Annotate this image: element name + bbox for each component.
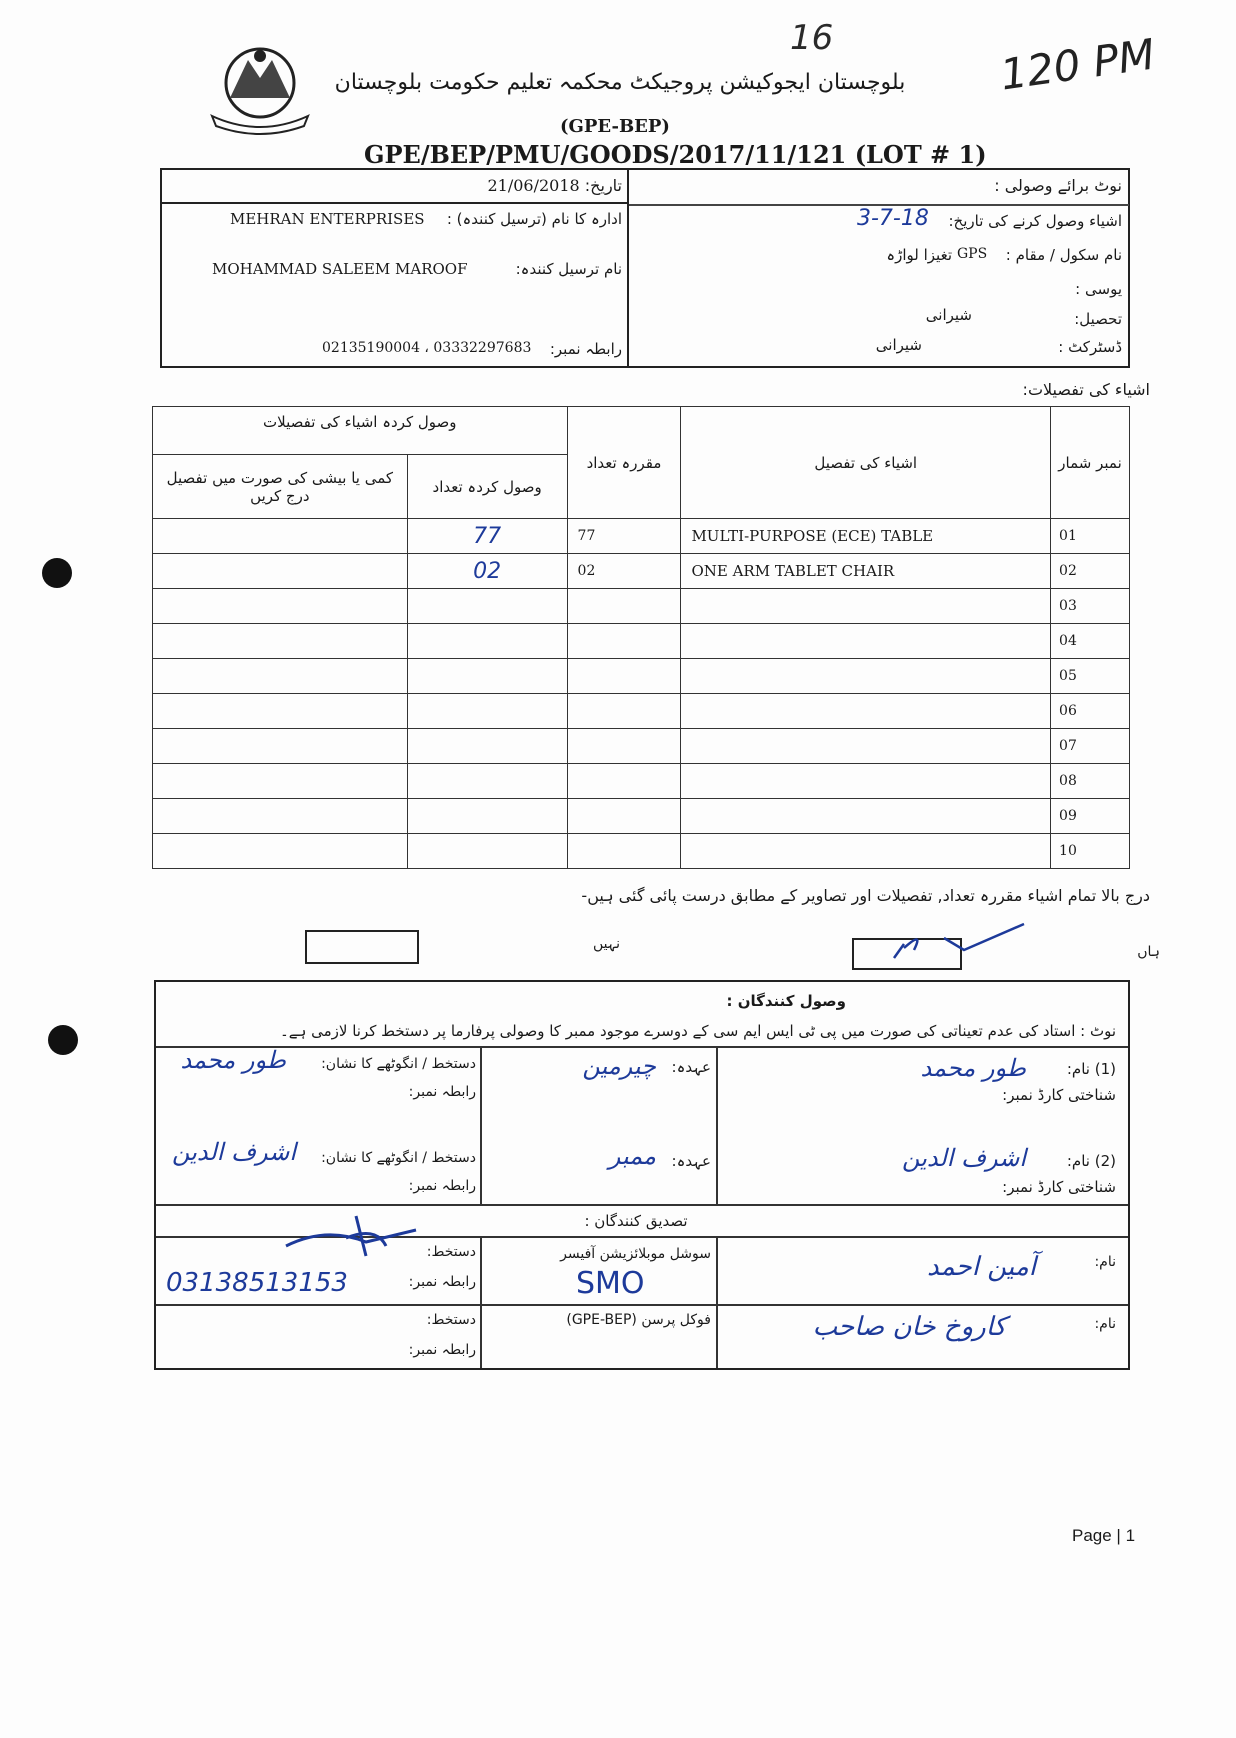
uc-label: یوسی : [1075, 280, 1122, 298]
remarks-cell [153, 834, 408, 869]
received-date-label: اشیاء وصول کرنے کی تاریخ: [948, 212, 1122, 230]
fixed-qty-cell [567, 834, 681, 869]
project-code: (GPE-BEP) [560, 116, 670, 137]
header-shortage-details: کمی یا بیشی کی صورت میں تفصیل درج کریں [153, 455, 408, 519]
post-label-1: عہدہ: [671, 1058, 711, 1076]
item-name-cell [681, 589, 1051, 624]
header-item-details: اشیاء کی تفصیل [681, 407, 1051, 519]
receivers-note: نوٹ : استاد کی عدم تعیناتی کی صورت میں پی ٹی ایس ایم سی کے دوسرے موجود ممبر کا وصولی پرفارما پر دستخط کرنا لازمی ہے۔ [279, 1022, 1116, 1040]
fixed-qty-cell [567, 764, 681, 799]
serial-no-cell: 06 [1051, 694, 1130, 729]
received-qty-cell: 77 [407, 519, 567, 554]
serial-no-cell: 05 [1051, 659, 1130, 694]
confirmation-statement: درج بالا تمام اشیاء مقررہ تعداد, تفصیلات اور تصاویر کے مطابق درست پائی گئی ہیں- [581, 886, 1150, 905]
sender-value: MOHAMMAD SALEEM MAROOF [212, 260, 468, 278]
smo-contact-label: رابطہ نمبر: [408, 1274, 476, 1290]
received-qty-cell [407, 694, 567, 729]
header-received-details: وصول کردہ اشیاء کی تفصیلات [153, 407, 568, 455]
received-qty-cell [407, 589, 567, 624]
item-name-cell [681, 764, 1051, 799]
name1-label: (1) نام: [1066, 1060, 1116, 1078]
urdu-department-title: بلوچستان ایجوکیشن پروجیکٹ محکمہ تعلیم حکومت بلوچستان [334, 70, 906, 95]
sign-label-1: دستخط / انگوٹھے کا نشان: [321, 1056, 476, 1072]
person1-name: طور محمد [920, 1054, 1026, 1082]
serial-no-cell: 09 [1051, 799, 1130, 834]
focal-name-label: نام: [1094, 1316, 1116, 1332]
serial-no-cell: 02 [1051, 554, 1130, 589]
tehsil-label: تحصیل: [1074, 310, 1122, 328]
items-section-label: اشیاء کی تفصیلات: [1022, 380, 1150, 399]
fixed-qty-cell [567, 624, 681, 659]
serial-no-cell: 03 [1051, 589, 1130, 624]
name2-label: (2) نام: [1066, 1152, 1116, 1170]
table-row [153, 589, 1130, 624]
district-label: ڈسٹرکٹ : [1058, 338, 1122, 356]
remarks-cell [153, 694, 408, 729]
district-value: شیرانی [875, 336, 922, 354]
smo-name-label: نام: [1094, 1254, 1116, 1270]
fixed-qty-cell: 02 [567, 554, 681, 589]
table-row [153, 624, 1130, 659]
received-qty-cell [407, 764, 567, 799]
person1-post: چیرمین [582, 1052, 656, 1080]
item-name-cell [681, 694, 1051, 729]
fixed-qty-cell [567, 799, 681, 834]
government-seal-logo [200, 38, 320, 138]
serial-no-cell: 07 [1051, 729, 1130, 764]
fixed-qty-cell: 77 [567, 519, 681, 554]
contact-label-1: رابطہ نمبر: [408, 1084, 476, 1100]
supplier-value: MEHRAN ENTERPRISES [230, 210, 425, 228]
received-qty-cell [407, 659, 567, 694]
remarks-cell [153, 519, 408, 554]
person1-signature: طور محمد [180, 1046, 286, 1074]
receivers-title: وصول کنندگان : [726, 992, 846, 1010]
focal-role: فوکل پرسن (GPE-BEP) [566, 1312, 711, 1328]
item-name-cell [681, 624, 1051, 659]
table-row [153, 519, 1130, 554]
received-qty-cell [407, 799, 567, 834]
header-fixed-qty: مقررہ تعداد [567, 407, 681, 519]
item-name-cell [681, 799, 1051, 834]
id-card-label-2: شناختی کارڈ نمبر: [1002, 1178, 1116, 1196]
table-row [153, 659, 1130, 694]
handwritten-page-number: 16 [790, 18, 834, 58]
school-value: GPS [957, 246, 988, 262]
remarks-cell [153, 554, 408, 589]
item-name-cell: ONE ARM TABLET CHAIR [681, 554, 1051, 589]
date-label: تاریخ: [584, 176, 622, 195]
item-name-cell: MULTI-PURPOSE (ECE) TABLE [681, 519, 1051, 554]
focal-name: کاروخ خان صاحب [812, 1312, 1006, 1342]
person2-post: ممبر [608, 1142, 656, 1170]
smo-sign-label: دستخط: [426, 1244, 476, 1260]
punch-hole-top [42, 558, 72, 588]
yes-checkbox[interactable] [852, 938, 962, 970]
sender-label: نام ترسیل کنندہ: [515, 260, 622, 278]
remarks-cell [153, 624, 408, 659]
table-row [153, 554, 1130, 589]
remarks-cell [153, 764, 408, 799]
serial-no-cell: 04 [1051, 624, 1130, 659]
fixed-qty-cell [567, 694, 681, 729]
received-qty-cell: 02 [407, 554, 567, 589]
punch-hole-bottom [48, 1025, 78, 1055]
focal-contact-label: رابطہ نمبر: [408, 1342, 476, 1358]
table-row [153, 834, 1130, 869]
verifiers-title: تصدیق کنندگان : [584, 1212, 688, 1230]
signatures-box [154, 980, 1130, 1370]
person2-name: اشرف الدین [901, 1144, 1026, 1172]
person2-signature: اشرف الدین [171, 1138, 296, 1166]
no-checkbox[interactable] [305, 930, 419, 964]
table-row [153, 764, 1130, 799]
table-row [153, 729, 1130, 764]
smo-role: سوشل موبلائزیشن آفیسر [560, 1246, 711, 1262]
contact-label: رابطہ نمبر: [549, 340, 622, 358]
reference-number: GPE/BEP/PMU/GOODS/2017/11/121 (LOT # 1) [364, 140, 987, 169]
smo-contact: 03138513153 [166, 1268, 348, 1298]
contact-label-2: رابطہ نمبر: [408, 1178, 476, 1194]
remarks-cell [153, 799, 408, 834]
smo-abbr: SMO [576, 1266, 645, 1301]
page-number: Page | 1 [1072, 1526, 1136, 1545]
smo-signature-icon [266, 1206, 426, 1262]
table-row [153, 694, 1130, 729]
post-label-2: عہدہ: [671, 1152, 711, 1170]
header-serial-no: نمبر شمار [1051, 407, 1130, 519]
received-qty-cell [407, 624, 567, 659]
item-name-cell [681, 729, 1051, 764]
received-qty-cell [407, 729, 567, 764]
item-name-cell [681, 659, 1051, 694]
smo-name: آمین احمد [926, 1252, 1036, 1282]
date-value: 21/06/2018 [487, 176, 580, 195]
school-place: تغیزا لواڑہ [886, 246, 952, 264]
serial-no-cell: 08 [1051, 764, 1130, 799]
table-row [153, 799, 1130, 834]
supplier-label: ادارہ کا نام (ترسیل کنندہ) : [446, 210, 622, 228]
receipt-note-label: نوٹ برائے وصولی : [994, 176, 1122, 195]
yes-label: ہاں [1137, 944, 1160, 960]
serial-no-cell: 01 [1051, 519, 1130, 554]
remarks-cell [153, 659, 408, 694]
sign-label-2: دستخط / انگوٹھے کا نشان: [321, 1150, 476, 1166]
remarks-cell [153, 589, 408, 624]
serial-no-cell: 10 [1051, 834, 1130, 869]
fixed-qty-cell [567, 729, 681, 764]
school-label: نام سکول / مقام : [1005, 246, 1122, 264]
id-card-label-1: شناختی کارڈ نمبر: [1002, 1086, 1116, 1104]
received-date-value: 3-7-18 [857, 206, 929, 231]
handwritten-note: 120 PM [997, 29, 1158, 100]
items-table [152, 406, 1130, 869]
info-box [160, 168, 1130, 368]
fixed-qty-cell [567, 659, 681, 694]
header-received-qty: وصول کردہ تعداد [407, 455, 567, 519]
no-label: نہیں [593, 936, 620, 952]
contact-value: 02135190004 ، 03332297683 [322, 340, 532, 356]
remarks-cell [153, 729, 408, 764]
fixed-qty-cell [567, 589, 681, 624]
item-name-cell [681, 834, 1051, 869]
tehsil-value: شیرانی [925, 306, 972, 324]
received-qty-cell [407, 834, 567, 869]
check-mark-icon [844, 920, 1024, 960]
focal-sign-label: دستخط: [426, 1312, 476, 1328]
